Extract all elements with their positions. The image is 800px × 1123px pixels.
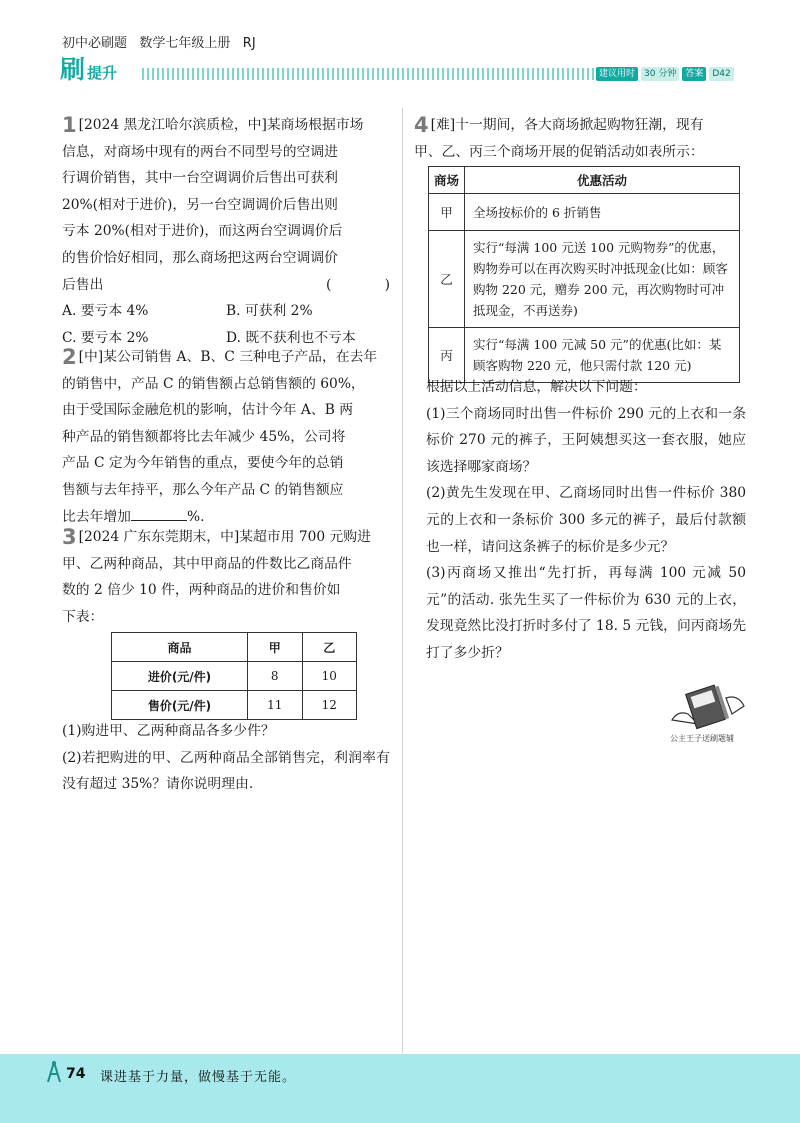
subquestion: (2)若把购进的甲、乙两种商品全部销售完，利润率有没有超过 35%？请你说明理由. xyxy=(62,749,390,793)
q2-line: 售额与去年持平，那么今年产品 C 的销售额应 xyxy=(62,481,344,498)
header-stripe xyxy=(142,68,594,80)
table-header-row xyxy=(429,167,740,194)
q2-last-suffix: %. xyxy=(186,508,205,525)
footer-motto: 课进基于力量，做慢基于无能。 xyxy=(100,1070,297,1085)
table-cell: 实行“每满 100 元送 100 元购物券”的优惠，购物券可以在再次购买时冲抵现金(比如：顾客购物 220 元，赠券 200 元，再次购物时可冲抵现金，不再送券) xyxy=(465,231,740,328)
q4-line: 甲、乙、丙三个商场开展的促销活动如表所示： xyxy=(414,143,704,160)
table-cell: 乙 xyxy=(429,231,465,328)
table-cell: 11 xyxy=(248,691,303,720)
q3-line: [2024 广东东莞期末，中]某超市用 700 元购进 xyxy=(78,529,371,545)
time-answer-badges xyxy=(596,67,734,81)
question-number: 4 xyxy=(414,113,429,137)
q1-line: 亏本 20%(相对于进价)，而这两台空调调价后 xyxy=(62,223,343,240)
table-cell: 全场按标价的 6 折销售 xyxy=(465,194,740,231)
table-header: 优惠活动 xyxy=(465,167,740,194)
q2-last-prefix: 比去年增加 xyxy=(62,508,131,525)
q1-last-line xyxy=(62,272,390,299)
table-cell: 10 xyxy=(302,662,357,691)
q4-intro: 根据以上活动信息，解决以下问题： xyxy=(426,379,647,395)
table-row xyxy=(112,691,357,720)
answer-bracket[interactable] xyxy=(326,272,390,299)
q2-line: 产品 C 定为今年销售的重点，要使今年的总销 xyxy=(62,455,344,472)
q2-line: [中]某公司销售 A、B、C 三种电子产品，在去年 xyxy=(78,349,378,365)
footer-band xyxy=(0,1054,800,1123)
table-row xyxy=(429,194,740,231)
q1-line: 的售价恰好相同，那么商场把这两台空调调价 xyxy=(62,249,338,266)
table-header: 商品 xyxy=(112,633,248,662)
section-title: 提升 xyxy=(87,64,118,82)
q3-line: 数的 2 倍少 10 件，两种商品的进价和售价如 xyxy=(62,582,341,599)
table-cell: 售价(元/件) xyxy=(112,691,248,720)
table-cell: 丙 xyxy=(429,328,465,383)
q3-line: 下表： xyxy=(62,608,104,625)
table-cell: 12 xyxy=(302,691,357,720)
option-b[interactable]: B. 可获利 2% xyxy=(226,303,313,320)
time-label: 建议用时 xyxy=(596,67,638,81)
mascot-caption: 公主王子送刷题辅 xyxy=(670,734,734,743)
question-1 xyxy=(62,112,390,351)
option-c[interactable]: C. 要亏本 2% xyxy=(62,329,149,346)
q3-subquestions xyxy=(62,718,390,798)
answer-label: 答案 xyxy=(682,67,706,81)
q4-subquestions xyxy=(426,374,746,667)
options-row xyxy=(62,298,390,325)
table-header: 乙 xyxy=(302,633,357,662)
bracket-close: ) xyxy=(384,276,390,293)
brand-mark: 刷 xyxy=(60,55,86,84)
question-4 xyxy=(414,112,746,165)
question-2 xyxy=(62,344,390,530)
question-number: 2 xyxy=(62,345,77,369)
table-cell: 甲 xyxy=(429,194,465,231)
page-number: 74 xyxy=(66,1066,86,1082)
answer-page: D42 xyxy=(709,67,733,81)
question-number: 3 xyxy=(62,525,77,549)
price-table xyxy=(111,632,357,720)
table-cell: 8 xyxy=(248,662,303,691)
subquestion: (1)购进甲、乙两种商品各多少件？ xyxy=(62,723,275,739)
compass-icon xyxy=(42,1060,66,1084)
table-header-row xyxy=(112,633,357,662)
promotion-table xyxy=(428,166,740,383)
column-divider xyxy=(402,108,403,1053)
book-title: 初中必刷题 数学七年级上册 RJ xyxy=(62,36,256,51)
table-cell: 实行“每满 100 元减 50 元”的优惠(比如：某顾客购物 220 元，他只需付款 120 元) xyxy=(465,328,740,383)
subquestion: (1)三个商场同时出售一件标价 290 元的上衣和一条标价 270 元的裤子，王阿姨想买这一套衣服，她应该选择哪家商场？ xyxy=(426,405,746,475)
option-d[interactable]: D. 既不获利也不亏本 xyxy=(226,329,356,346)
table-row xyxy=(429,231,740,328)
q2-line: 种产品的销售额都将比去年减少 45%，公司将 xyxy=(62,428,346,445)
question-number: 1 xyxy=(62,113,77,137)
q3-line: 甲、乙两种商品，其中甲商品的件数比乙商品件 xyxy=(62,555,352,572)
subquestion: (2)黄先生发现在甲、乙商场同时出售一件标价 380 元的上衣和一条标价 300 多元的裤子，最后付款额也一样，请问这条裤子的标价是多少元？ xyxy=(426,485,746,555)
mascot-illustration xyxy=(668,680,748,730)
question-3 xyxy=(62,524,390,630)
subquestion: (3)丙商场又推出“先打折，再每满 100 元减 50 元”的活动. 张先生买了一件标价为 630 元的上衣，发现竟然比没打折时多付了 18. 5 元钱，问丙商场先打了多少折？ xyxy=(426,565,746,661)
section-brand xyxy=(60,57,117,83)
table-row xyxy=(112,662,357,691)
table-cell: 进价(元/件) xyxy=(112,662,248,691)
table-header: 商场 xyxy=(429,167,465,194)
option-a[interactable]: A. 要亏本 4% xyxy=(62,303,149,320)
q1-line: [2024 黑龙江哈尔滨质检，中]某商场根据市场 xyxy=(78,117,364,133)
time-value: 30 分钟 xyxy=(641,67,679,81)
table-header: 甲 xyxy=(248,633,303,662)
bracket-open: ( xyxy=(326,276,332,293)
q2-line: 由于受国际金融危机的影响，估计今年 A、B 两 xyxy=(62,402,354,419)
q1-line: 信息，对商场中现有的两台不同型号的空调进 xyxy=(62,143,338,160)
q2-line: 的销售中，产品 C 的销售额占总销售额的 60%， xyxy=(62,375,365,392)
q1-line: 后售出 xyxy=(62,276,104,293)
q1-line: 20%(相对于进价)，另一台空调调价后售出则 xyxy=(62,196,338,213)
q1-line: 行调价销售，其中一台空调调价后售出可获利 xyxy=(62,170,338,187)
q4-line: [难]十一期间，各大商场掀起购物狂潮，现有 xyxy=(430,117,704,133)
answer-blank[interactable] xyxy=(131,507,187,521)
